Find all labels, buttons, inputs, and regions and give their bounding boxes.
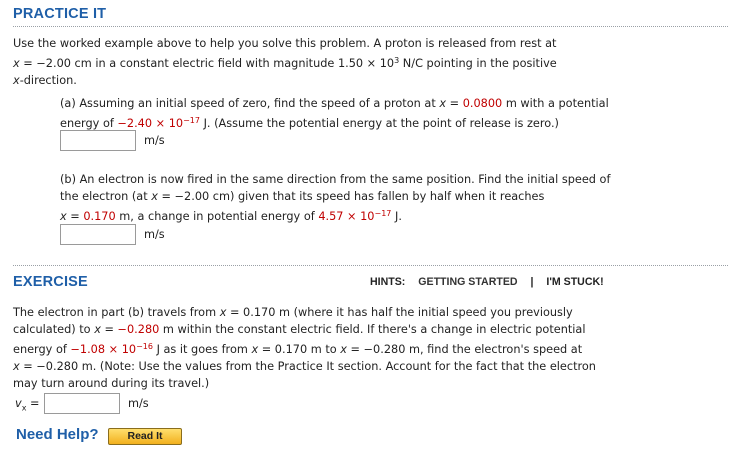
read-it-button[interactable]: Read It: [108, 428, 182, 445]
hints-label: HINTS:: [370, 276, 406, 288]
hints-bar: [370, 276, 604, 288]
part-a-answer-input[interactable]: [60, 130, 136, 151]
divider: [13, 265, 728, 266]
vx-label: $v_x$ =: [15, 397, 40, 413]
practice-it-title: PRACTICE IT: [13, 6, 107, 22]
vx-unit: m/s: [128, 397, 149, 410]
exercise-text: The electron in part (b) travels from x = 0.170 m (where it has half the initial speed you previously calculated) to x = −0.280 m within the constant electric field. If there's a change in electric potential energy of $-1.08 \times 10^{-16}$ J as it goes from x = 0.170 m to x = −0.280 m, find the electron's speed at x = −0.280 m. (Note: Use the values from the Practice It section. Account for the fact that the electron may turn around during its travel.): [13, 306, 596, 390]
im-stuck-link[interactable]: I'M STUCK!: [546, 276, 604, 288]
divider: [13, 26, 728, 27]
vx-answer-input[interactable]: [44, 393, 120, 414]
part-b-unit: m/s: [144, 228, 165, 241]
part-b-answer-input[interactable]: [60, 224, 136, 245]
getting-started-link[interactable]: GETTING STARTED: [418, 276, 518, 288]
part-a-text: (a) Assuming an initial speed of zero, find the speed of a proton at x = 0.0800 m with a potential energy of $-2.40 \times 10^{-17}$ J. (Assume the potential energy at the point of release is zero.): [60, 97, 609, 130]
practice-intro: Use the worked example above to help you solve this problem. A proton is released from rest at x = −2.00 cm in a constant electric field with magnitude $1.50 \times 10^3$ N/C pointing in the positive x-direction.: [13, 37, 557, 87]
exercise-title: EXERCISE: [13, 274, 88, 290]
need-help-label: Need Help?: [16, 426, 99, 443]
hints-separator: |: [530, 276, 534, 288]
part-b-text: (b) An electron is now fired in the same direction from the same position. Find the initial speed of the electron (at x = −2.00 cm) given that its speed has fallen by half when it reaches x = 0.170 m, a change in potential energy of $4.57 \times 10^{-17}$ J.: [60, 173, 611, 223]
part-a-unit: m/s: [144, 134, 165, 147]
